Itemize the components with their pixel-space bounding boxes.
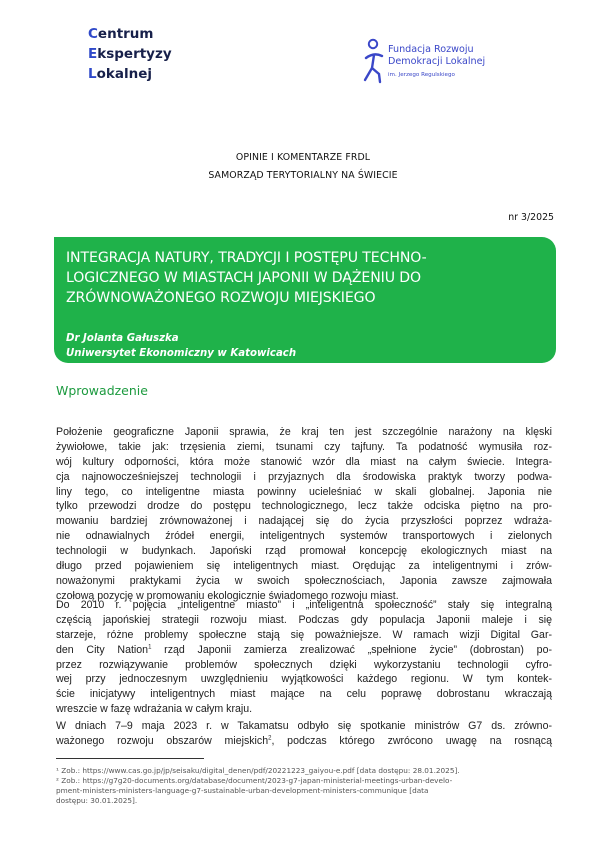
cel-logo-line2-rest: kspertyzy — [97, 46, 172, 62]
cel-logo-line1: Centrum — [88, 26, 154, 42]
frdl-name-line1: Fundacja Rozwoju — [388, 44, 474, 55]
text-line: technologii w budynkach. Japoński rząd promował koncepcję ekologicznych miast na — [56, 545, 552, 558]
issue-number: nr 3/2025 — [508, 212, 554, 223]
text-line: częścią japońskiej strategii rozwoju miast. Podczas gdy populacja Japonii maleje i się — [56, 613, 552, 626]
paragraph-3 — [56, 719, 552, 749]
cel-logo-line1-rest: entrum — [97, 26, 154, 42]
text-line: cja najnowocześniejszej technologii i przyjaznych dla środowiska praktyk tworzy podwa- — [56, 470, 552, 483]
text-line: liny tego, co inteligentne miasta powinny ucieleśniać w skali globalnej. Japonia nie — [56, 485, 552, 498]
cel-logo-line3-rest: okalnej — [96, 66, 152, 82]
cel-logo-line3: Lokalnej — [88, 66, 152, 82]
text-line: długo przed pojawieniem się inteligentnych miast. Orędując za inteligentnymi i zrów- — [56, 560, 552, 573]
text-fragment: ważonego rozwoju obszarów miejskich — [56, 734, 269, 747]
document-title — [66, 248, 546, 308]
text-line: tylko przewodzi drodze do postępu technologicznego, lecz także odciska piętno na pro- — [56, 500, 552, 513]
series-subtitle: SAMORZĄD TERYTORIALNY NA ŚWIECIE — [208, 170, 398, 181]
text-line: wej przy jednoczesnym uwzględnieniu wyjątkowości każdego regionu. W tym kontek- — [56, 673, 552, 686]
footnote-divider — [56, 758, 204, 759]
text-line: W dniach 7–9 maja 2023 r. w Takamatsu odbyło się spotkanie ministrów G7 ds. zrówno- — [56, 720, 552, 732]
frdl-name — [388, 44, 485, 68]
document-title-line: LOGICZNEGO W MIASTACH JAPONII W DĄŻENIU DO — [66, 270, 422, 286]
text-line — [56, 643, 552, 658]
text-fragment: , podczas którego zwrócono uwagę na rosnącą — [271, 734, 552, 747]
text-line: starzeje, różne problemy społeczne stają się poważniejsze. W ramach wizji Digital Gar- — [56, 628, 552, 641]
cel-logo-line2: Ekspertyzy — [88, 46, 172, 62]
frdl-logo — [362, 38, 512, 88]
frdl-name-line2: Demokracji Lokalnej — [388, 56, 486, 67]
paragraph-2 — [56, 598, 552, 717]
text-line: czołową pozycję w promowaniu ekologicznie świadomego rozwoju miast. — [56, 589, 399, 602]
text-line: żywiołowe, takie jak: trzęsienia ziemi, tsunami czy tajfuny. Ta podatność wymusiła roz- — [56, 440, 552, 453]
text-line: Położenie geograficzne Japonii sprawia, że kraj ten jest szczególnie narażony na klęski — [56, 426, 552, 438]
title-box — [54, 237, 556, 363]
paragraph-1 — [56, 425, 552, 604]
text-line: Do 2010 r. pojęcia „inteligentne miasto” i „inteligentna społeczność” stały się integralną — [56, 599, 552, 611]
text-line: noważonymi praktykami życia w swoich społecznościach, Japonia zawsze zajmowała — [56, 574, 552, 587]
footnote-1[interactable]: ¹ Zob.: https://www.cas.go.jp/jp/seisaku/digital_denen/pdf/20221223_gaiyou-e.pdf [data dostępu: 28.01.2025]. — [56, 766, 460, 775]
text-fragment: den City Nation — [56, 643, 149, 656]
cel-logo — [88, 24, 172, 84]
text-line: wreszcie w fazę wdrażania w całym kraju. — [56, 703, 253, 716]
document-title-line: ZRÓWNOWAŻONEGO ROZWOJU MIEJSKIEGO — [66, 290, 376, 306]
footnote-ref-2[interactable]: 2 — [268, 735, 272, 742]
text-line: nie odnawialnych źródeł energii, inteligentnych systemów transportowych i zielonych — [56, 530, 552, 543]
author-name: Dr Jolanta Gałuszka — [66, 333, 179, 344]
author-block — [66, 331, 296, 361]
text-line: przez rozwiązywanie problemów społecznych dzięki wykorzystaniu technologii cyfro- — [56, 658, 552, 671]
text-fragment: rząd Japonii zamierza zrealizować „spełnione życie” (dobrostan) po- — [151, 643, 552, 656]
section-heading: Wprowadzenie — [56, 383, 148, 398]
frdl-figure-icon — [362, 38, 386, 86]
document-title-line: INTEGRACJA NATURY, TRADYCJI I POSTĘPU TECHNO- — [66, 250, 427, 266]
frdl-subtitle: im. Jerzego Regulskiego — [388, 72, 455, 78]
series-title: OPINIE I KOMENTARZE FRDL — [235, 152, 371, 163]
footnote-ref-1[interactable]: 1 — [148, 644, 152, 651]
footnote-2-cont: dostępu: 30.01.2025]. — [56, 796, 138, 805]
text-line — [56, 734, 552, 749]
footnote-2-cont[interactable]: pment-ministers-ministers-language-g7-sustainable-urban-development-ministers-communique [data — [56, 786, 429, 795]
text-line: wój kultury odporności, która może stanowić wzór dla miast na całym świecie. Integra- — [56, 455, 552, 468]
footnotes — [56, 766, 552, 806]
text-line: mowaniu bardziej zrównoważonej i nadającej się do życia przyszłości poprzez wdraża- — [56, 515, 552, 528]
author-affiliation: Uniwersytet Ekonomiczny w Katowicach — [66, 348, 297, 359]
footnote-2[interactable]: ² Zob.: https://g7g20-documents.org/database/document/2023-g7-japan-ministerial-meetings-urban-develo- — [56, 776, 453, 785]
text-line: ście inicjatywy inteligentnych miast mające na celu poprawę dobrostanu wkraczają — [56, 688, 552, 701]
